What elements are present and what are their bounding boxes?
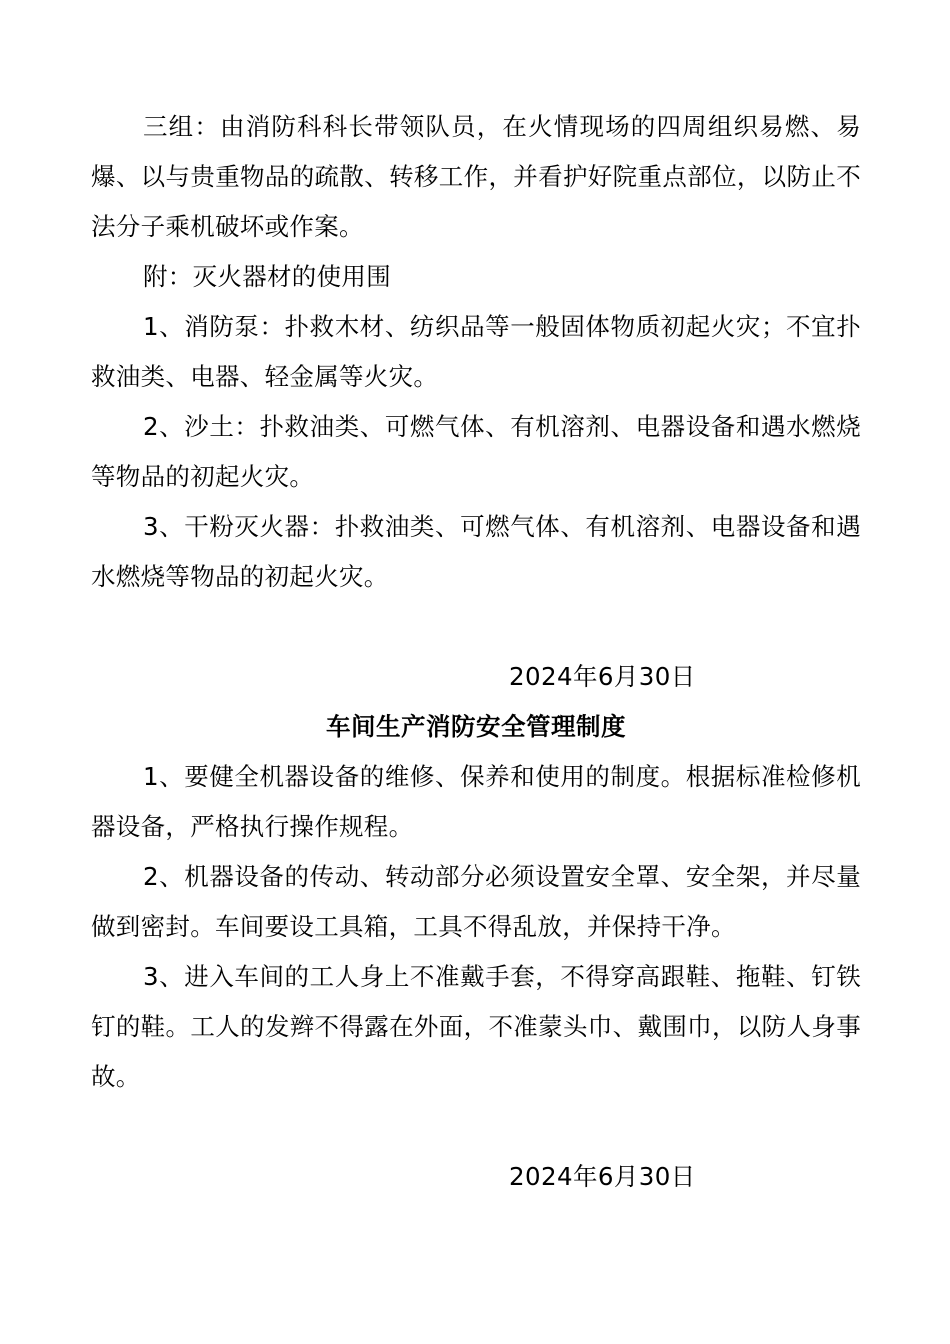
paragraph-sand: 2、沙土：扑救油类、可燃气体、有机溶剂、电器设备和遇水燃烧等物品的初起火灾。 [91, 412, 861, 491]
blank-line [91, 1102, 861, 1152]
blank-line [91, 602, 861, 652]
document-page [91, 102, 861, 1202]
paragraph-appendix-heading: 附：灭火器材的使用围 [143, 262, 391, 291]
paragraph-equipment-maintenance: 1、要健全机器设备的维修、保养和使用的制度。根据标准检修机器设备，严格执行操作规程。 [91, 762, 861, 841]
paragraph-group-three: 三组：由消防科科长带领队员，在火情现场的四周组织易燃、易爆、以与贵重物品的疏散、转移工作，并看护好院重点部位，以防止不法分子乘机破坏或作案。 [91, 112, 861, 241]
section-two-date: 2024年6月30日 [509, 1162, 696, 1191]
paragraph-fire-pump: 1、消防泵：扑救木材、纺织品等一般固体物质初起火灾；不宜扑救油类、电器、轻金属等火灾。 [91, 312, 861, 391]
paragraph-dry-powder: 3、干粉灭火器：扑救油类、可燃气体、有机溶剂、电器设备和遇水燃烧等物品的初起火灾。 [91, 512, 861, 591]
paragraph-safety-guard: 2、机器设备的传动、转动部分必须设置安全罩、安全架，并尽量做到密封。车间要设工具箱，工具不得乱放，并保持干净。 [91, 862, 861, 941]
paragraph-worker-attire: 3、进入车间的工人身上不准戴手套，不得穿高跟鞋、拖鞋、钉铁钉的鞋。工人的发辫不得露在外面，不准蒙头巾、戴围巾，以防人身事故。 [91, 962, 861, 1091]
section-two-title: 车间生产消防安全管理制度 [326, 712, 626, 741]
section-one-date: 2024年6月30日 [509, 662, 696, 691]
